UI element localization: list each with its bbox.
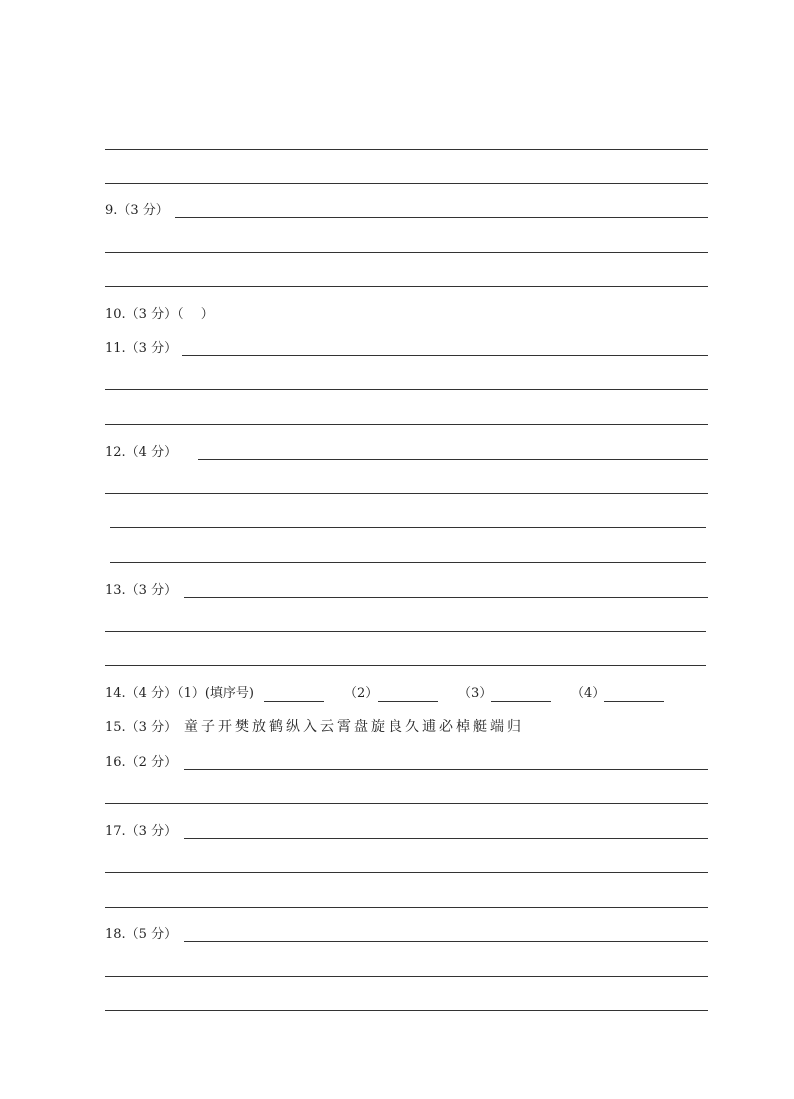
question-18-label: 18.（5 分） — [105, 927, 178, 942]
answer-blank-2[interactable] — [378, 701, 438, 702]
answer-line[interactable] — [198, 459, 708, 460]
answer-line[interactable] — [184, 838, 708, 839]
answer-line[interactable] — [105, 1010, 708, 1011]
question-12-label: 12.（4 分） — [105, 445, 178, 460]
answer-line[interactable] — [110, 527, 706, 528]
answer-line[interactable] — [105, 631, 706, 632]
answer-line[interactable] — [105, 976, 708, 977]
answer-line[interactable] — [105, 872, 708, 873]
answer-line[interactable] — [184, 597, 708, 598]
answer-line[interactable] — [175, 217, 708, 218]
question-13-label: 13.（3 分） — [105, 583, 178, 598]
answer-line[interactable] — [105, 493, 708, 494]
answer-blank-4[interactable] — [604, 701, 664, 702]
answer-line[interactable] — [105, 424, 708, 425]
question-16-label: 16.（2 分） — [105, 755, 178, 770]
question-11-label: 11.（3 分） — [105, 341, 178, 356]
answer-line[interactable] — [105, 252, 708, 253]
answer-line[interactable] — [105, 803, 708, 804]
answer-line[interactable] — [110, 562, 706, 563]
answer-line — [105, 149, 708, 150]
answer-line[interactable] — [184, 941, 708, 942]
answer-line[interactable] — [182, 355, 708, 356]
question-15-label: 15.（3 分） — [105, 720, 178, 735]
answer-line[interactable] — [105, 286, 708, 287]
question-14-part2: （2） — [344, 686, 379, 701]
answer-line[interactable] — [105, 665, 706, 666]
answer-blank-1[interactable] — [264, 701, 324, 702]
question-10-label: 10.（3 分）（ ） — [105, 307, 214, 322]
question-14-part4: （4） — [571, 686, 606, 701]
answer-line[interactable] — [105, 907, 708, 908]
question-14-label: 14.（4 分）（1）(填序号) — [105, 686, 254, 701]
answer-blank-3[interactable] — [491, 701, 551, 702]
question-9-label: 9.（3 分） — [105, 203, 169, 218]
answer-line[interactable] — [184, 769, 708, 770]
question-17-label: 17.（3 分） — [105, 824, 178, 839]
answer-line — [105, 183, 708, 184]
question-14-part3: （3） — [458, 686, 493, 701]
question-15-answer: 童子开樊放鹤纵入云霄盘旋良久逋必棹艇端归 — [184, 719, 524, 735]
answer-line[interactable] — [105, 389, 708, 390]
